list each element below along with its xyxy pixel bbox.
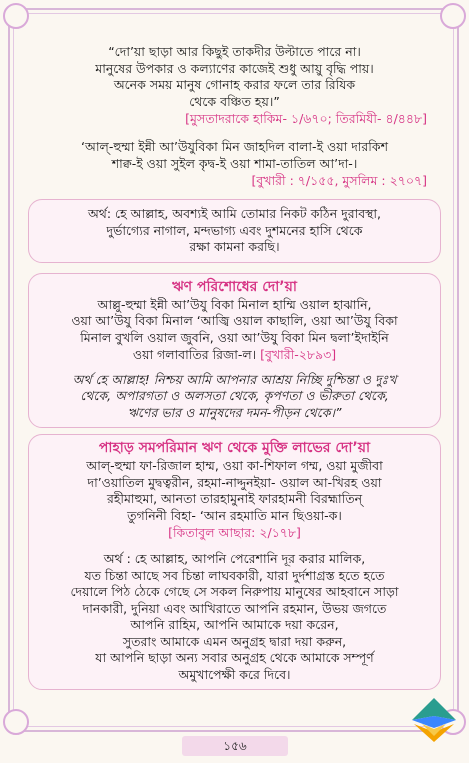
text-line: যা আপনি ছাড়া অন্য সবার অনুগ্রহ থেকে আমাকে সম্পূর্ণ bbox=[95, 650, 374, 665]
text-line: তুগনিনী বিহা- ‘আন রহমাতি মান ছিওয়া-ক। bbox=[127, 507, 342, 523]
text-line: আপনি রাহিম, আপনি আমাকে দয়া করেন, bbox=[130, 617, 339, 632]
section-heading: পাহাড় সমপরিমান ঋণ থেকে মুক্তি লাভের দো’য়া bbox=[98, 440, 371, 456]
corner-ornament bbox=[3, 3, 29, 29]
hadith-quote bbox=[24, 44, 445, 127]
text-line: আল্-হুম্মা ফা-রিজাল হাম্ম, ওয়া কা-শিফাল গম্ম, ওয়া মুজীবা bbox=[86, 458, 383, 473]
text-line bbox=[37, 346, 432, 364]
text-line: অর্থ : হে আল্লাহ, আপনি পেরেশানি দূর করার মালিক, bbox=[103, 551, 366, 566]
text-line: অর্থ: হে আল্লাহ, অবশ্যই আমি তোমার নিকট কঠিন দুরাবস্থা, bbox=[87, 206, 382, 221]
page-content bbox=[24, 34, 445, 690]
meaning-text bbox=[37, 372, 432, 422]
text-line: আল্লু-হুম্মা ইন্নী আ’উযু বিকা মিনাল হাম্মি ওয়াল হাঝানি, bbox=[97, 296, 372, 312]
text-line: রক্ষা কামনা করছি। bbox=[189, 239, 280, 254]
meaning-box bbox=[28, 199, 441, 263]
text-line: শাক্ব-ই ওয়া সুইল কৃদ্ব-ই ওয়া শামা-তাতিল আ’দা-। bbox=[111, 155, 358, 171]
text-line: থেকে বঞ্চিত হয়।” bbox=[189, 93, 280, 109]
corner-ornament bbox=[440, 3, 466, 29]
section-heading: ঋণ পরিশোধের দো’য়া bbox=[172, 278, 297, 295]
text-line: ওয়া আ’উযু বিকা মিনাল ‘আজ্বি ওয়াল কাছালি, ওয়া আ’উযু বিকা bbox=[71, 313, 398, 328]
meaning-text bbox=[37, 551, 432, 683]
text-line: দা’ওয়াতিল মুদ্বত্বরীন, রহমা-নাদ্দুনইয়া- ওয়াল আ-খিরহ ওয়া bbox=[87, 474, 382, 490]
reference: [মুসতাদরাকে হাকিম- ১/৬৭০; তিরমিযী- ৪/৪৪৮] bbox=[185, 111, 427, 126]
text-line: দানকারী, দুনিয়া এবং আখিরাতে আপনি রহমান, উভয় জগতে bbox=[82, 600, 387, 616]
text-line-end: ওয়া গলাবাতির রিজা-ল। bbox=[132, 347, 257, 362]
section-mountain-debt bbox=[28, 434, 441, 690]
text-line: অর্থ হে আল্লাহ! নিশ্চয় আমি আপনার আশ্রয় নিচ্ছি দুশ্চিন্তা ও দুঃখ bbox=[72, 371, 397, 387]
publisher-logo-icon bbox=[408, 694, 460, 746]
reference: [বুখারী-২৮৯৩] bbox=[260, 347, 337, 362]
dua-arabic-transliteration bbox=[24, 139, 445, 189]
reference: [কিতাবুল আছার: ২/১৭৮] bbox=[168, 525, 301, 540]
section-debt-payment bbox=[28, 273, 441, 429]
text-line: থেকে, অপারগতা ও অলসতা থেকে, কৃপণতা ও ভীরুতা থেকে, bbox=[80, 388, 389, 403]
text-line: রহীমাহুমা, আনতা তারহামুনাই ফারহামনী বিরহ্মাতিন্ bbox=[106, 491, 363, 506]
text-line: অমুখাপেক্ষী করে দিবে। bbox=[178, 666, 291, 682]
text-line: সুতরাং আমাকে এমন অনুগ্রহ দ্বারা দয়া করুন, bbox=[122, 633, 347, 649]
text-line: মিনাল বুখলি ওয়াল জুবনি, ওয়া আ’উযু বিকা মিন দ্বলা’ইদাইনি bbox=[80, 329, 389, 345]
text-line: দুর্ভাগ্যের নাগাল, মন্দভাগ্য এবং দুশমনের হাসি থেকে bbox=[106, 222, 363, 238]
text-line: ‘আল্-হুম্মা ইন্নী আ’উযুবিকা মিন জাহদিল বালা-ই ওয়া দারকিশ bbox=[80, 139, 388, 154]
corner-ornament bbox=[3, 709, 29, 735]
text-line: অনেক সময় মানুষ গোনাহ করার ফলে তার রিযিক bbox=[113, 77, 356, 92]
reference: [বুখারী : ৭/১৫৫, মুসলিম : ২৭০৭] bbox=[251, 173, 427, 188]
text-line: ঋণের ভার ও মানুষদের দমন-পীড়ন থেকে।” bbox=[127, 404, 342, 420]
text-line: দেয়ালে পিঠ ঠেকে গেছে সে সকল নিরুপায় মানুষের আহবানে সাড়া bbox=[70, 584, 399, 599]
text-line: যত চিন্তা আছে সব চিন্তা লাঘবকারী, যারা দুর্দশাগ্রস্ত হতে হতে bbox=[84, 567, 385, 583]
page-number: ১৫৬ bbox=[182, 736, 288, 756]
text-line: “দো’য়া ছাড়া আর কিছুই তাকদীর উল্টাতে পারে না। bbox=[108, 44, 361, 59]
text-line: মানুষের উপকার ও কল্যাণের কাজেই শুধু আয়ু বৃদ্ধি পায়। bbox=[95, 60, 374, 76]
